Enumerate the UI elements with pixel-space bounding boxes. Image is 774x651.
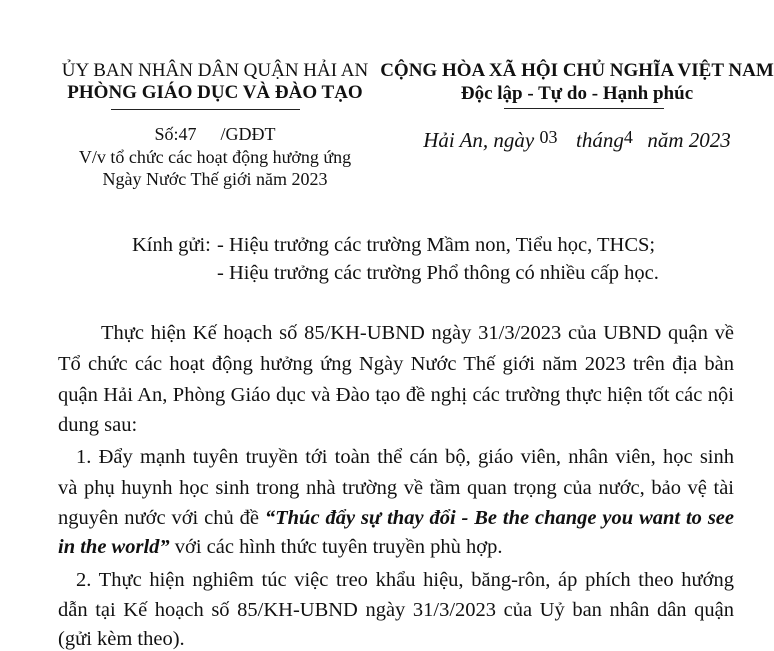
date-month: 4 bbox=[623, 127, 633, 147]
document-number-label: Số:47 bbox=[154, 124, 197, 144]
theme-quote-part2: in the world” bbox=[58, 536, 170, 558]
issuing-authority: ỦY BAN NHÂN DÂN QUẬN HẢI AN bbox=[61, 60, 369, 81]
document-number-suffix: /GDĐT bbox=[220, 124, 276, 144]
intro-line-1: Thực hiện Kế hoạch số 85/KH-UBND ngày 31/3/2023 của UBND quận về bbox=[101, 322, 734, 344]
intro-line-2: Tổ chức các hoạt động hưởng ứng Ngày Nước Thế giới năm 2023 trên địa bàn bbox=[58, 353, 734, 375]
issuing-department: PHÒNG GIÁO DỤC VÀ ĐÀO TẠO bbox=[67, 82, 363, 103]
national-title: CỘNG HÒA XÃ HỘI CHỦ NGHĨA VIỆT NAM bbox=[380, 60, 774, 81]
recipients-label: Kính gửi: bbox=[132, 234, 211, 256]
item2-line-1: 2. Thực hiện nghiêm túc việc treo khẩu hiệu, băng-rôn, áp phích theo hướng bbox=[76, 569, 734, 591]
item1-line3-prefix: nguyên nước với chủ đề bbox=[58, 507, 265, 529]
document-date bbox=[380, 128, 774, 153]
item1-line-2: và phụ huynh học sinh trong nhà trường về tầm quan trọng của nước, bảo vệ tài bbox=[58, 477, 734, 499]
subject-line-1: V/v tổ chức các hoạt động hưởng ứng bbox=[78, 147, 352, 167]
subject-line-2: Ngày Nước Thế giới năm 2023 bbox=[102, 169, 328, 189]
date-prefix: Hải An, ngày bbox=[423, 128, 535, 152]
item1-line4-suffix: với các hình thức tuyên truyền phù hợp. bbox=[169, 536, 503, 558]
document-number bbox=[50, 124, 380, 145]
item1-line-1: 1. Đẩy mạnh tuyên truyền tới toàn thể cán bộ, giáo viên, nhân viên, học sinh bbox=[76, 446, 734, 468]
date-day: 03 bbox=[539, 127, 558, 147]
recipient-item-2: - Hiệu trưởng các trường Phổ thông có nhiều cấp học. bbox=[217, 262, 659, 284]
item1-line-3 bbox=[58, 507, 734, 530]
date-year: năm 2023 bbox=[647, 128, 731, 152]
item1-line-4 bbox=[58, 536, 734, 559]
intro-line-4: dung sau: bbox=[58, 414, 138, 436]
theme-quote-part1: “Thúc đẩy sự thay đổi - Be the change you want to see bbox=[264, 507, 734, 529]
item2-line-3: (gửi kèm theo). bbox=[58, 628, 185, 650]
date-month-label: tháng bbox=[576, 128, 624, 152]
national-motto: Độc lập - Tự do - Hạnh phúc bbox=[460, 83, 694, 104]
recipient-item-1: - Hiệu trưởng các trường Mầm non, Tiểu học, THCS; bbox=[217, 234, 656, 256]
intro-line-3: quận Hải An, Phòng Giáo dục và Đào tạo đề nghị các trường thực hiện tốt các nội bbox=[58, 384, 734, 406]
item2-line-2: dẫn tại Kế hoạch số 85/KH-UBND ngày 31/3/2023 của Uỷ ban nhân dân quận bbox=[58, 599, 734, 621]
left-header-divider bbox=[111, 109, 300, 110]
right-header-divider bbox=[504, 108, 664, 109]
